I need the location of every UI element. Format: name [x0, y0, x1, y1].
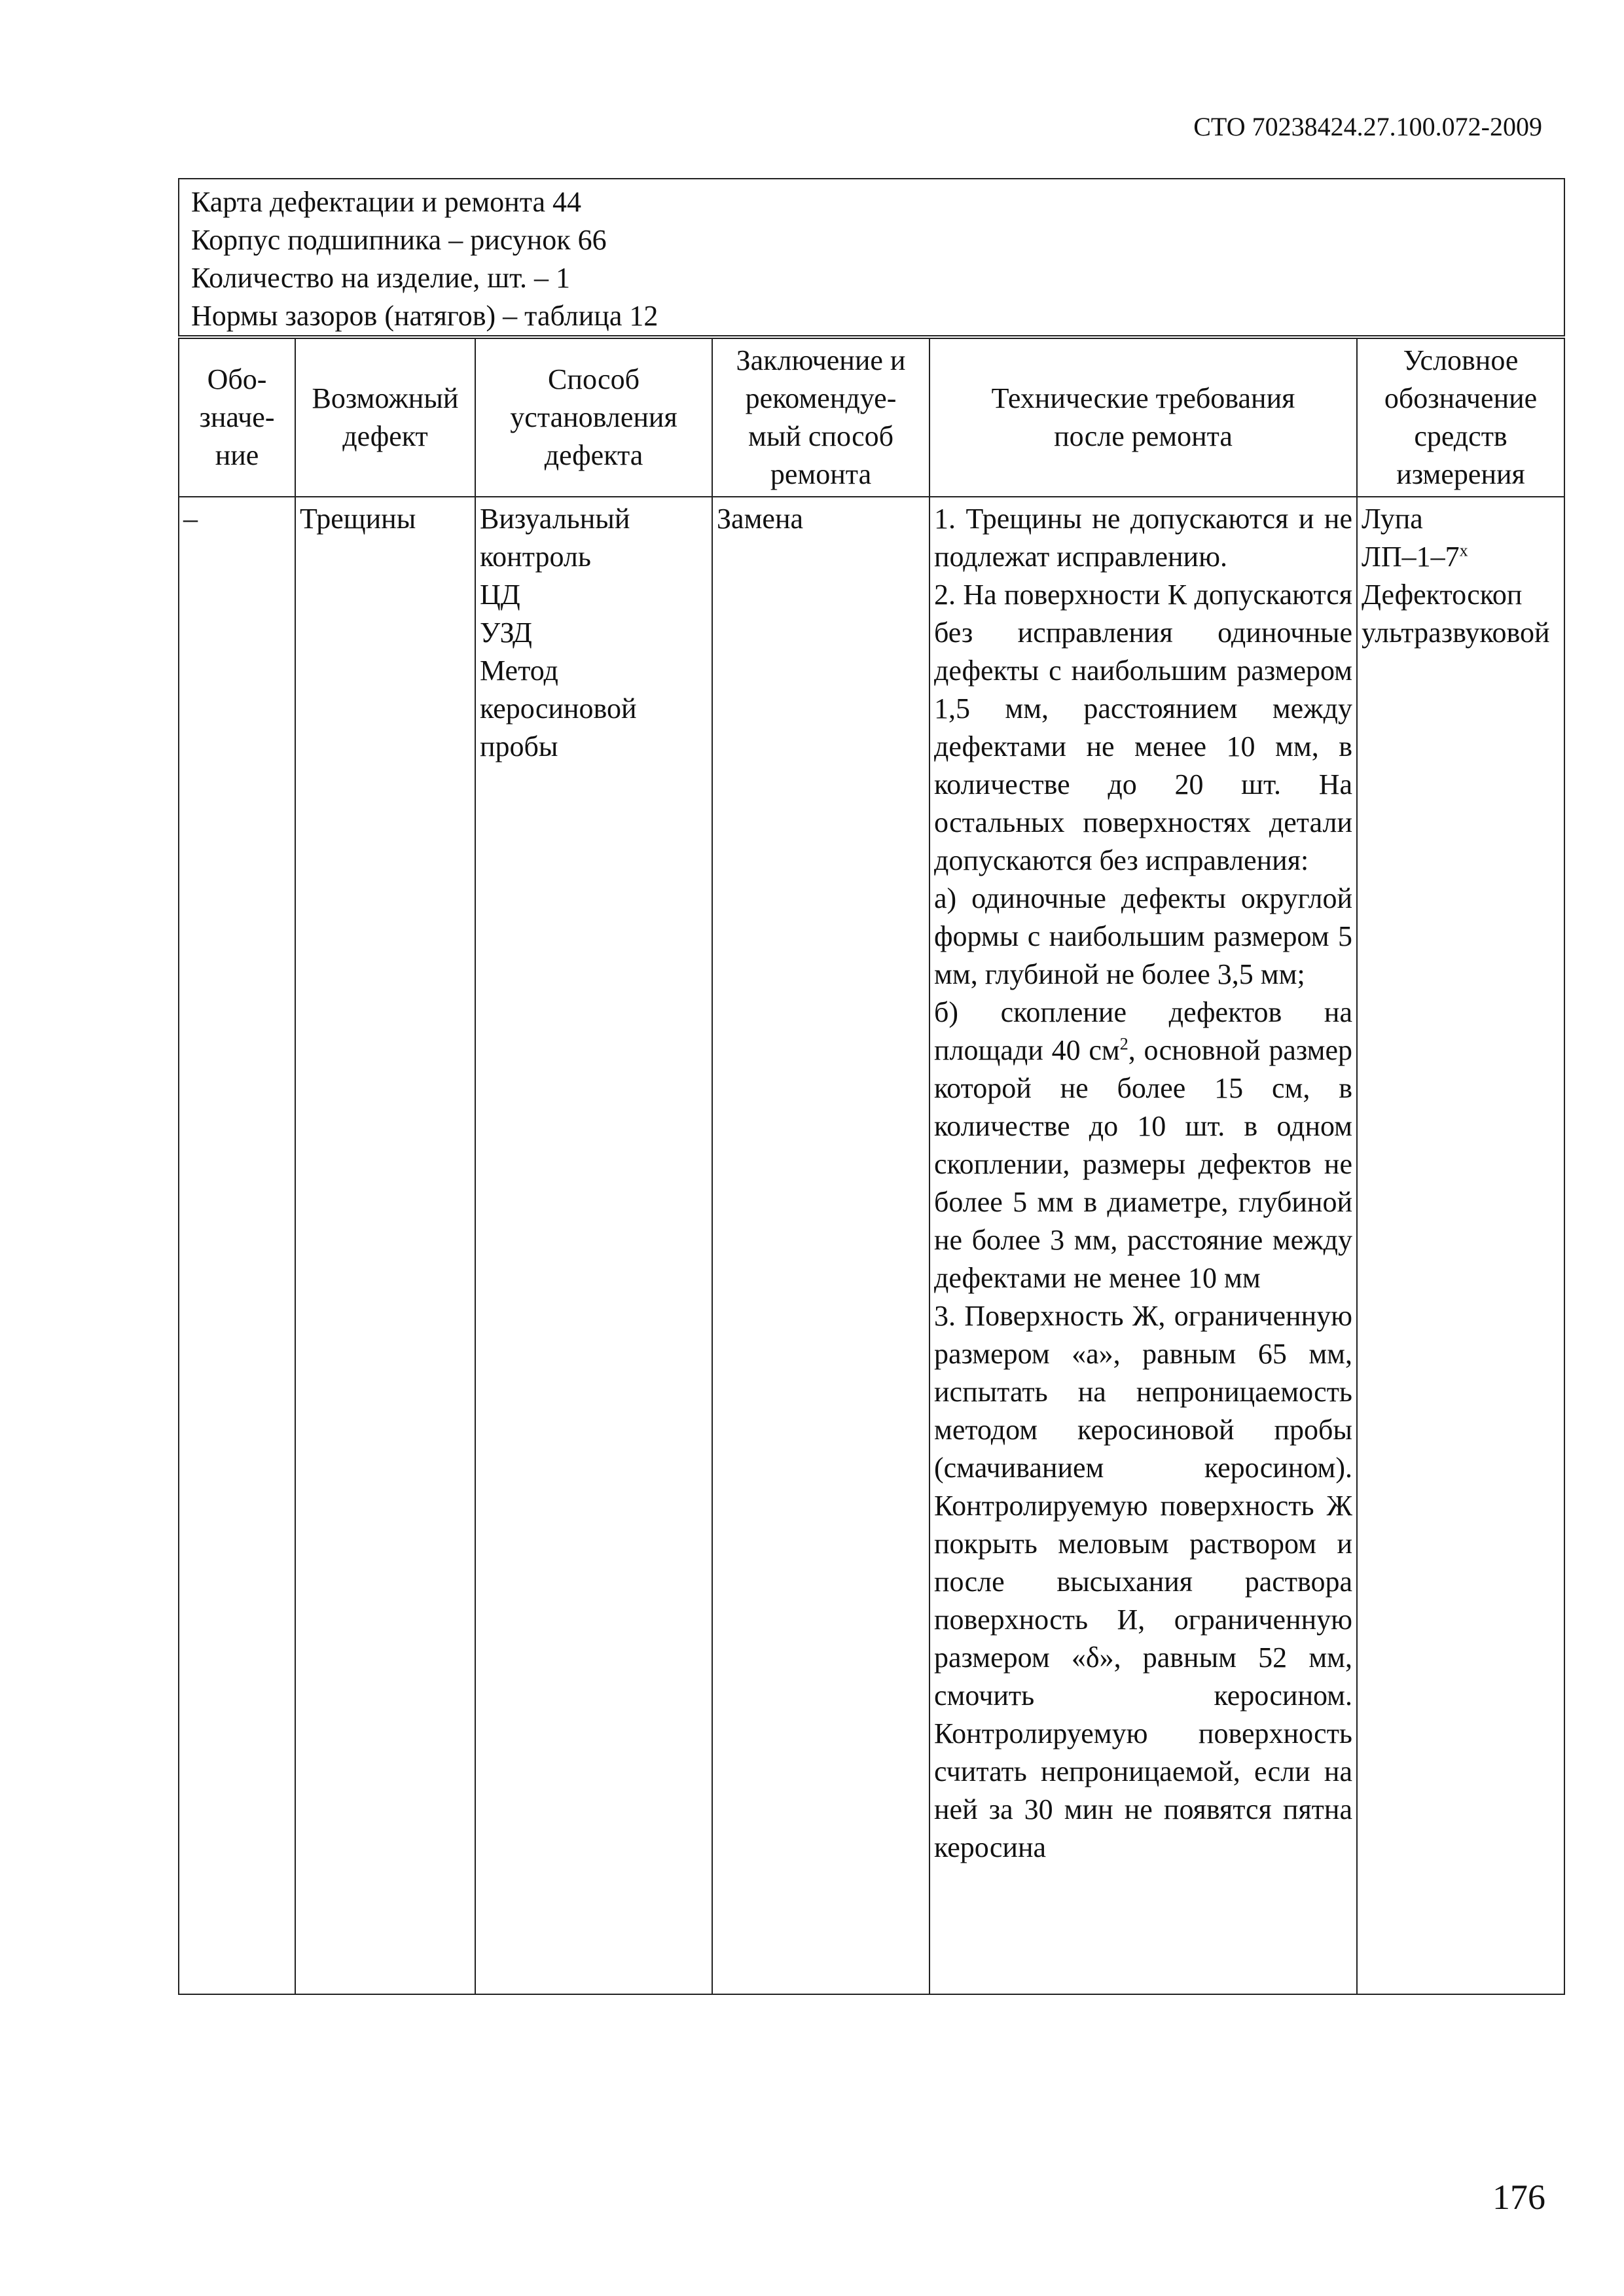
col-header-requirements: Технические требования после ремонта [929, 337, 1357, 497]
cell-conclusion: Замена [712, 497, 929, 1994]
card-header-block [179, 179, 1564, 337]
requirement-item: б) скопление дефектов на площади 40 $см^2$, основной размер которой не более 15 см, в количестве до 10 шт. в одном скоплении, размеры дефектов не более 5 мм в диаметре, глубиной не более 3 мм, расстояние между дефектами не менее 10 мм [934, 996, 1352, 1294]
method-item: ЦД [480, 579, 520, 611]
method-item: УЗД [480, 617, 532, 649]
requirement-item: а) одиночные дефекты округлой формы с наибольшим размером 5 мм, глубиной не более 3,5 мм; [934, 882, 1352, 990]
card-title: Карта дефектации и ремонта 44 [191, 186, 581, 218]
col-header-designation: Обо- значе- ние [179, 337, 295, 497]
cell-designation: – [179, 497, 295, 1994]
quantity-line: Количество на изделие, шт. – 1 [191, 262, 571, 294]
page-number: 176 [1492, 2178, 1545, 2217]
table-row [179, 497, 1564, 1994]
cell-method [475, 497, 712, 1994]
col-header-conclusion: Заключение и рекомендуе- мый способ ремонта [712, 337, 929, 497]
cell-requirements [929, 497, 1357, 1994]
requirement-item: 2. На поверхности К допускаются без исправления одиночные дефекты с наибольшим размером 1,5 мм, расстоянием между дефектами не менее 10 мм, в количестве до 20 шт. На остальных поверхностях детали допускаются без исправления: [934, 579, 1352, 876]
part-name: Корпус подшипника – рисунок 66 [191, 224, 607, 256]
clearance-norms: Нормы зазоров (натягов) – таблица 12 [191, 300, 659, 332]
method-item: контроль [480, 541, 591, 573]
tool-item: Дефектоскоп [1362, 579, 1523, 611]
col-header-method: Способ установления дефекта [475, 337, 712, 497]
cell-tools [1357, 497, 1564, 1994]
tool-item: Лупа [1362, 503, 1423, 535]
col-header-defect: Возможный дефект [295, 337, 475, 497]
document-code: СТО 70238424.27.100.072-2009 [1193, 112, 1542, 141]
method-item: Метод керосиновой пробы [480, 655, 637, 762]
defect-repair-card [178, 178, 1565, 1995]
col-header-tools: Условное обозначение средств измерения [1357, 337, 1564, 497]
cell-defect: Трещины [295, 497, 475, 1994]
table-header-row [179, 337, 1564, 497]
requirement-item: 3. Поверхность Ж, ограниченную размером «а», равным 65 мм, испытать на непроницаемость методом керосиновой пробы (смачиванием керосином). Контролируемую поверхность Ж покрыть меловым раствором и после высыхания раствора поверхность И, ограниченную размером «δ», равным 52 мм, смочить керосином. Контролируемую поверхность считать непроницаемой, если на ней за 30 мин не появятся пятна керосина [934, 1300, 1352, 1863]
requirement-item: 1. Трещины не допускаются и не подлежат исправлению. [934, 503, 1352, 573]
method-item: Визуальный [480, 503, 630, 535]
tool-item: ультразвуковой [1362, 617, 1550, 649]
tool-item: $ЛП-1-7^х$ [1362, 541, 1468, 573]
